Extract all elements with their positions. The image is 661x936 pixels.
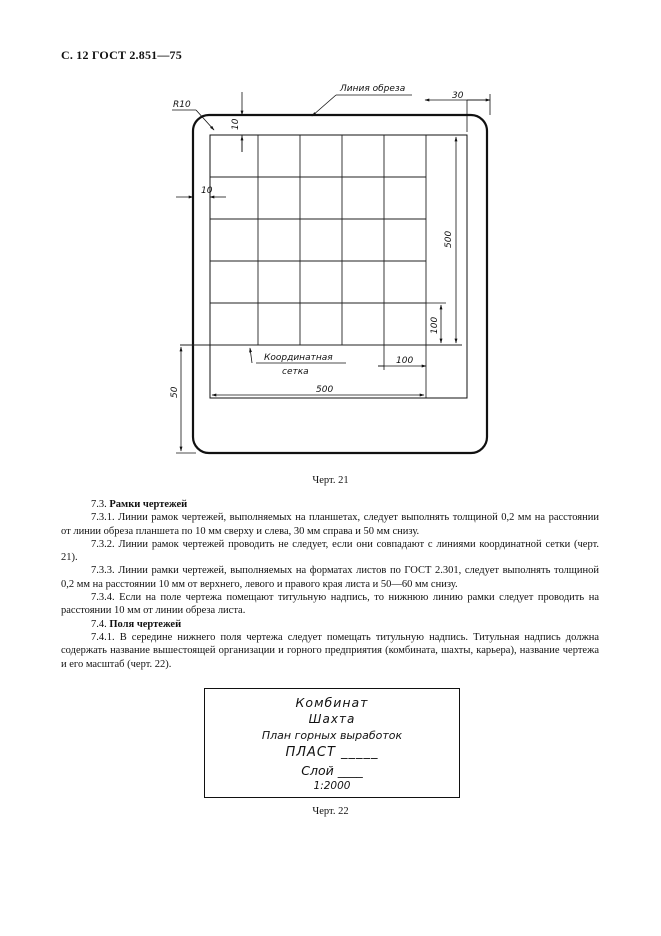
cut-line-callout <box>312 95 412 116</box>
paragraph-7-3-2: 7.3.2. Линии рамок чертежей проводить не следует, если они совпадают с линиями координатной сетки (черт. 21). <box>61 538 599 564</box>
stamp-line-scale: 1:2000 <box>313 780 351 792</box>
cut-line-frame <box>193 115 487 453</box>
section-7-4-title: Поля чертежей <box>109 618 182 630</box>
paragraph-7-3-4: 7.3.4. Если на поле чертежа помещают титульную надпись, то нижнюю линию рамки следует проводить на расстоянии 10 мм от линии обреза листа. <box>61 592 599 617</box>
section-7-4-number: 7.4. <box>91 618 107 630</box>
figure-22-caption: Черт. 22 <box>312 806 349 817</box>
paragraph-7-3-1: 7.3.1. Линии рамок чертежей, выполняемых на планшетах, следует выполнять толщиной 0,2 мм на расстоянии от линии обреза планшета по 10 мм сверху и слева, 30 мм справа и 50 мм снизу. <box>61 512 599 537</box>
section-7-3-heading <box>61 498 599 511</box>
stamp-line-combine: Комбинат <box>295 695 369 710</box>
title-block-stamp <box>204 688 460 798</box>
dim-10-top-label: 10 <box>231 118 241 130</box>
stamp-line-layer: Слой ____ <box>301 763 363 778</box>
section-7-4-heading <box>61 618 599 631</box>
page-header: С. 12 ГОСТ 2.851—75 <box>61 48 182 62</box>
dim-500-horizontal-label: 500 <box>316 385 334 395</box>
dim-30-label: 30 <box>452 91 464 101</box>
coordinate-grid <box>180 135 462 345</box>
coord-grid-label-2: сетка <box>282 367 309 377</box>
figure-21-caption: Черт. 21 <box>312 475 349 486</box>
coord-grid-label-1: Координатная <box>264 353 333 363</box>
paragraph-7-4-1: 7.4.1. В середине нижнего поля чертежа следует помещать титульную надпись. Титульная надпись должна содержать название вышестоящей организации и горного предприятия (комбината, шахты, карьера), название чертежа и его масштаб (черт. 22). <box>61 631 599 670</box>
radius-label: R10 <box>173 100 191 110</box>
dim-10-left-label: 10 <box>201 186 213 196</box>
section-7-3-title: Рамки чертежей <box>109 499 188 510</box>
stamp-line-plan: План горных выработок <box>261 729 403 742</box>
drawing-frame <box>210 135 467 398</box>
dim-100-vertical-label: 100 <box>430 316 440 334</box>
dim-50-label: 50 <box>170 386 180 398</box>
dim-100-horizontal-label: 100 <box>396 356 414 366</box>
stamp-line-seam: ПЛАСТ _____ <box>285 745 379 760</box>
paragraph-7-3-3: 7.3.3. Линии рамки чертежей, выполняемых на форматах листов по ГОСТ 2.301, следует выполнять толщиной 0,2 мм на расстоянии 10 мм от верхнего, левого и правого края листа и 50—60 мм снизу. <box>61 565 599 590</box>
stamp-line-mine: Шахта <box>308 712 356 726</box>
section-7-3-number: 7.3. <box>91 499 107 510</box>
dim-500-vertical-label: 500 <box>444 230 454 248</box>
section-7-3-text <box>61 498 599 671</box>
cut-line-label: Линия обреза <box>340 84 406 94</box>
